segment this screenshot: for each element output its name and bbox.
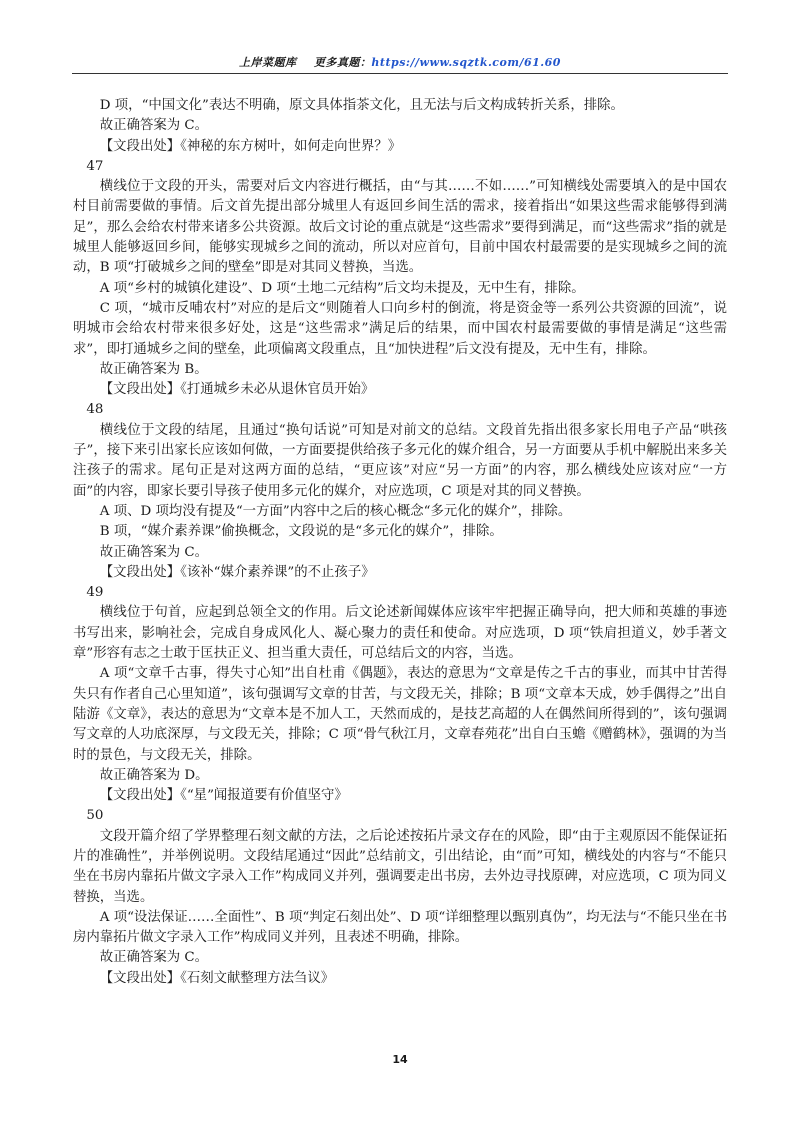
paragraph: 故正确答案为 B。 — [99, 361, 208, 377]
paragraph: 横线位于文段的结尾，且通过“换句话说”可知是对前文的总结。文段首先指出很多家长用电子产品“哄孩子”，接下来引出家长应该如何做，一方面要提供给孩子多元化的媒介组合，另一方面要从手机中解脱出来多关注孩子的需求。尾句正是对这两方面的总结，“更应该”对应“另一方面”的内容，那么横线处应该对应“一方面”的内容，即家长要引导孩子使用多元化的媒介，对应选项，C 项是对其的同义替换。 — [73, 422, 727, 499]
header-url-link[interactable]: https://www.sqztk.com/61.60 — [371, 56, 561, 69]
header-brand: 上岸菜题库 — [239, 56, 297, 69]
paragraph: A 项“设法保证……全面性”、B 项“判定石刻出处”、D 项“详细整理以甄别真伪”，均无法与“不能只坐在书房内靠拓片做文字录入工作”构成同义并列，且表述不明确，排除。 — [73, 909, 727, 946]
paragraph: A 项“乡村的城镇化建设”、D 项“土地二元结构”后文均未提及，无中生有，排除。 — [99, 280, 585, 296]
paragraph: C 项，“城市反哺农村”对应的是后文“则随着人口向乡村的倒流，将是资金等一系列公共资源的回流”，说明城市会给农村带来很多好处，这是“这些需求”满足后的结果，而中国农村最需要做的事情是满足“这些需求”，即打通城乡之间的壁垒，此项偏离文段重点，且“加快进程”后文没有提及，无中生有，排除。 — [73, 300, 727, 357]
paragraph: 【文段出处】《该补“媒介素养课”的不止孩子》 — [99, 564, 375, 580]
question-number: 47 — [86, 158, 104, 174]
paragraph: 横线位于句首，应起到总领全文的作用。后文论述新闻媒体应该牢牢把握正确导向，把大师和英雄的事迹书写出来，影响社会，完成自身成风化人、凝心聚力的责任和使命。对应选项，D 项“铁肩担道义，妙手著文章”形容有志之士敢于匡扶正义、担当重大责任，可总结后文的内容，当选。 — [73, 605, 727, 662]
paragraph: 故正确答案为 C。 — [99, 544, 209, 560]
header-divider — [72, 73, 728, 74]
paragraph: A 项“文章千古事，得失寸心知”出自杜甫《偶题》，表达的意思为“文章是传之千古的事业，而其中甘苦得失只有作者自己心里知道”，该句强调写文章的甘苦，与文段无关，排除；B 项“文章本天成，妙手偶得之”出自陆游《文章》，表达的意思为“文章本是不加人工，天然而成的，是技艺高超的人在偶然间所得到的”，该句强调写文章的人功底深厚，与文段无关，排除；C 项“骨气秋江月，文章春苑花”出自白玉蟾《赠鹤林》，强调的为当时的景色，与文段无关，排除。 — [73, 666, 727, 763]
paragraph: 故正确答案为 C。 — [99, 118, 209, 134]
paragraph: 故正确答案为 D。 — [99, 767, 209, 783]
paragraph: 【文段出处】《打通城乡未必从退休官员开始》 — [99, 382, 375, 398]
paragraph: 【文段出处】《神秘的东方树叶，如何走向世界？》 — [99, 138, 402, 154]
paragraph: 【文段出处】《“星”闻报道要有价值坚守》 — [99, 788, 348, 804]
paragraph: B 项，“媒介素养课”偷换概念，文段说的是“多元化的媒介”，排除。 — [99, 524, 503, 540]
paragraph: D 项，“中国文化”表达不明确，原文具体指茶文化，且无法与后文构成转折关系，排除。 — [99, 98, 624, 113]
document-body — [73, 96, 727, 989]
question-number: 50 — [86, 808, 104, 824]
header-more-label: 更多真题： — [313, 56, 372, 69]
paragraph: 故正确答案为 C。 — [99, 950, 209, 966]
question-number: 49 — [86, 585, 104, 601]
paragraph: A 项、D 项均没有提及“一方面”内容中之后的核心概念“多元化的媒介”，排除。 — [99, 503, 572, 519]
paragraph: 【文段出处】《石刻文献整理方法刍议》 — [99, 970, 335, 986]
page-header — [72, 54, 728, 70]
paragraph: 横线位于文段的开头，需要对后文内容进行概括，由“与其……不如……”可知横线处需要填入的是中国农村目前需要做的事情。后文首先提出部分城里人有返回乡间生活的需求，接着指出“如果这些需求能够得到满足”，那么会给农村带来诸多公共资源。故后文讨论的重点就是“这些需求”要得到满足，而“这些需求”指的就是城里人能够返回乡间，能够实现城乡之间的流动，所以对应首句，目前中国农村最需要的是实现城乡之间的流动，B 项“打破城乡之间的壁垒”即是对其同义替换，当选。 — [73, 179, 727, 276]
question-number: 48 — [86, 402, 104, 418]
paragraph: 文段开篇介绍了学界整理石刻文献的方法，之后论述按拓片录文存在的风险，即“由于主观原因不能保证拓片的准确性”，并举例说明。文段结尾通过“因此”总结前文，引出结论，由“而”可知，横线处的内容与“不能只坐在书房内靠拓片做文字录入工作”构成同义并列，强调要走出书房，去外边寻找原碑，对应选项，C 项为同义替换，当选。 — [73, 828, 727, 905]
page-number: 14 — [392, 1053, 408, 1066]
